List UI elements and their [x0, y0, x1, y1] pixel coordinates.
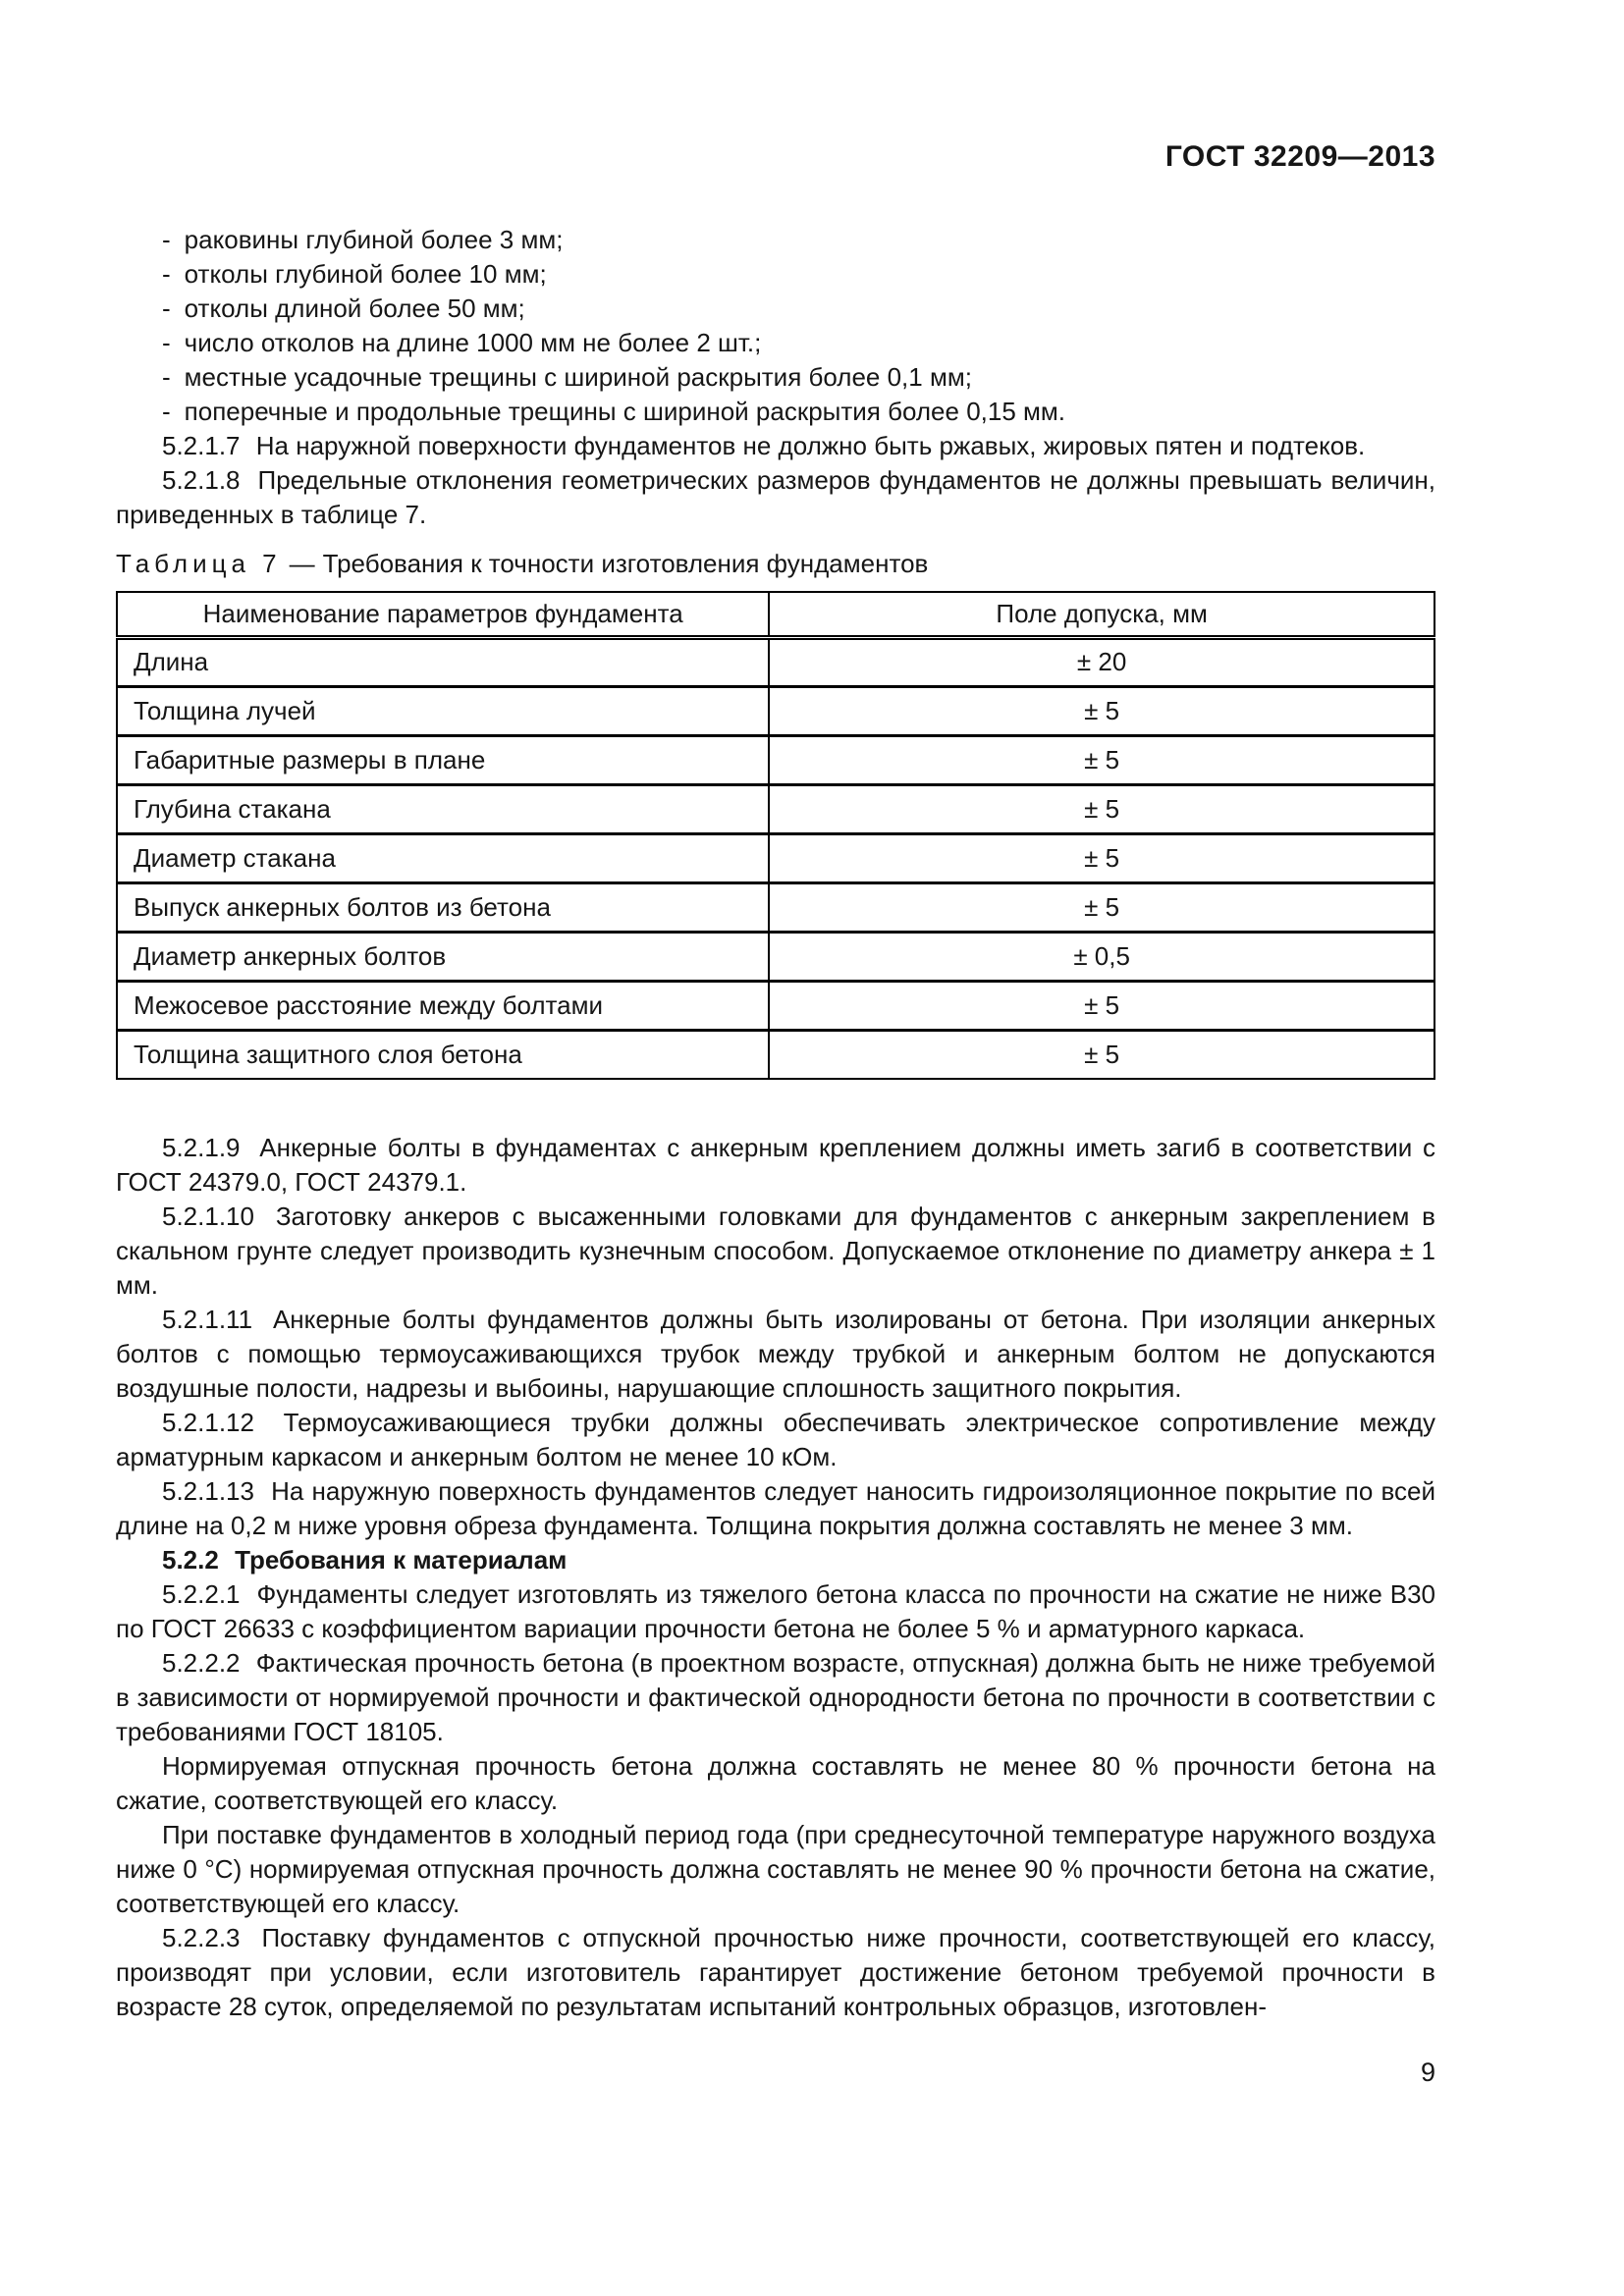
paragraph-5-2-2-1	[116, 1577, 1435, 1646]
clause-text: На наружной поверхности фундаментов не должно быть ржавых, жировых пятен и подтеков.	[255, 431, 1366, 460]
clause-number: 5.2.1.12	[162, 1408, 254, 1437]
value-cell: ± 20	[769, 637, 1435, 686]
clause-number: 5.2.1.7	[162, 431, 241, 460]
value-cell: ± 5	[769, 735, 1435, 784]
table-row	[117, 784, 1435, 833]
dash-marker: -	[162, 328, 171, 357]
section-heading-5-2-2	[116, 1543, 1435, 1577]
clause-number: 5.2.1.8	[162, 465, 241, 495]
param-cell: Толщина лучей	[117, 686, 769, 735]
dash-marker: -	[162, 294, 171, 323]
list-item	[116, 292, 1435, 326]
list-item	[116, 223, 1435, 257]
list-item	[116, 326, 1435, 360]
param-cell: Толщина защитного слоя бетона	[117, 1030, 769, 1079]
table-row	[117, 833, 1435, 882]
param-cell: Габаритные размеры в плане	[117, 735, 769, 784]
clause-number: 5.2.2.2	[162, 1648, 241, 1678]
table-caption-title: Требования к точности изготовления фундаментов	[322, 549, 929, 578]
param-cell: Длина	[134, 647, 209, 676]
param-cell: Выпуск анкерных болтов из бетона	[117, 882, 769, 932]
tolerance-table	[116, 591, 1435, 1080]
paragraph-5-2-2-3	[116, 1921, 1435, 2024]
table-row	[117, 637, 1435, 686]
table-row	[117, 981, 1435, 1030]
table-row	[117, 932, 1435, 981]
table-caption	[116, 547, 1435, 581]
paragraph-5-2-1-10	[116, 1200, 1435, 1303]
param-cell: Межосевое расстояние между болтами	[117, 981, 769, 1030]
paragraph-5-2-1-8	[116, 463, 1435, 532]
list-item	[116, 257, 1435, 292]
dash-marker: -	[162, 259, 171, 289]
clause-text: Фактическая прочность бетона (в проектном возрасте, отпускная) должна быть не ниже требуемой в зависимости от нормируемой прочности и фактической однородности бетона по прочности в соответствии с требованиями ГОСТ 18105.	[116, 1648, 1435, 1746]
table-row	[117, 1030, 1435, 1079]
paragraph-continuation	[116, 1749, 1435, 1818]
value-cell: ± 5	[769, 833, 1435, 882]
value-cell: ± 5	[769, 1030, 1435, 1079]
param-cell: Глубина стакана	[117, 784, 769, 833]
list-item-text: поперечные и продольные трещины с шириной раскрытия более 0,15 мм.	[184, 397, 1066, 426]
paragraph-5-2-1-9	[116, 1131, 1435, 1200]
value-cell: ± 5	[769, 882, 1435, 932]
column-header-param: Наименование параметров фундамента	[117, 592, 769, 637]
clause-text: Термоусаживающиеся трубки должны обеспечивать электрическое сопротивление между арматурным каркасом и анкерным болтом не менее 10 кОм.	[116, 1408, 1435, 1471]
dash-marker: -	[162, 362, 171, 392]
list-item-text: отколы глубиной более 10 мм;	[184, 259, 547, 289]
clause-text: Нормируемая отпускная прочность бетона должна составлять не менее 80 % прочности бетона на сжатие, соответствующей его классу.	[116, 1751, 1435, 1815]
clause-text: При поставке фундаментов в холодный период года (при среднесуточной температуре наружного воздуха ниже 0 °С) нормируемая отпускная прочность должна составлять не менее 90 % прочности бетона на сжатие, соответствующей его классу.	[116, 1820, 1435, 1918]
dash-marker: -	[162, 225, 171, 254]
paragraph-5-2-1-12	[116, 1406, 1435, 1474]
page-number: 9	[1420, 2057, 1435, 2087]
clause-number: 5.2.1.9	[162, 1133, 241, 1162]
clause-text: Предельные отклонения геометрических размеров фундаментов не должны превышать величин, приведенных в таблице 7.	[116, 465, 1435, 529]
clause-text: Заготовку анкеров с высаженными головками для фундаментов с анкерным закреплением в скальном грунте следует производить кузнечным способом. Допускаемое отклонение по диаметру анкера ± 1 мм.	[116, 1201, 1435, 1300]
clause-text: Фундаменты следует изготовлять из тяжелого бетона класса по прочности на сжатие не ниже В30 по ГОСТ 26633 с коэффициентом вариации прочности бетона не более 5 % и арматурного каркаса.	[116, 1579, 1435, 1643]
list-item-text: число отколов на длине 1000 мм не более 2 шт.;	[184, 328, 762, 357]
clause-number: 5.2.2.3	[162, 1923, 241, 1952]
value-cell: ± 5	[769, 981, 1435, 1030]
column-header-tolerance: Поле допуска, мм	[769, 592, 1435, 637]
clause-text: Поставку фундаментов с отпускной прочностью ниже прочности, соответствующей его классу, производят при условии, если изготовитель гарантирует достижение бетоном требуемой прочности в возрасте 28 суток, определяемой по результатам испытаний контрольных образцов, изготовлен-	[116, 1923, 1435, 2021]
value-cell: ± 5	[769, 686, 1435, 735]
clause-text: На наружную поверхность фундаментов следует наносить гидроизоляционное покрытие по всей длине на 0,2 м ниже уровня обреза фундамента. Толщина покрытия должна составлять не менее 3 мм.	[116, 1476, 1435, 1540]
table-caption-label: Таблица 7	[116, 549, 282, 578]
page-content	[116, 0, 1435, 2024]
clause-number: 5.2.1.11	[162, 1305, 253, 1334]
clause-text: Анкерные болты в фундаментах с анкерным креплением должны иметь загиб в соответствии с ГОСТ 24379.0, ГОСТ 24379.1.	[116, 1133, 1435, 1197]
clause-number: 5.2.2.1	[162, 1579, 241, 1609]
list-item	[116, 360, 1435, 395]
list-item-text: местные усадочные трещины с шириной раскрытия более 0,1 мм;	[184, 362, 972, 392]
clause-number: 5.2.1.13	[162, 1476, 254, 1506]
paragraph-5-2-1-7	[116, 429, 1435, 463]
clause-number: 5.2.2	[162, 1545, 219, 1575]
table-row	[117, 735, 1435, 784]
list-item	[116, 395, 1435, 429]
table-row	[117, 882, 1435, 932]
paragraph-continuation	[116, 1818, 1435, 1921]
doc-number: ГОСТ 32209—2013	[1164, 140, 1435, 173]
clause-number: 5.2.1.10	[162, 1201, 254, 1231]
table-header-row	[117, 592, 1435, 637]
param-cell: Диаметр анкерных болтов	[117, 932, 769, 981]
paragraph-5-2-1-13	[116, 1474, 1435, 1543]
clause-text: Анкерные болты фундаментов должны быть изолированы от бетона. При изоляции анкерных болтов с помощью термоусаживающихся трубок между трубкой и анкерным болтом не допускаются воздушные полости, надрезы и выбоины, нарушающие сплошность защитного покрытия.	[116, 1305, 1435, 1403]
table-row	[117, 686, 1435, 735]
list-item-text: раковины глубиной более 3 мм;	[184, 225, 564, 254]
list-item-text: отколы длиной более 50 мм;	[184, 294, 525, 323]
paragraph-5-2-2-2	[116, 1646, 1435, 1749]
table-caption-dash: —	[289, 549, 315, 578]
param-cell: Диаметр стакана	[117, 833, 769, 882]
paragraph-5-2-1-11	[116, 1303, 1435, 1406]
dash-marker: -	[162, 397, 171, 426]
defect-list	[116, 223, 1435, 429]
value-cell: ± 5	[769, 784, 1435, 833]
value-cell: ± 0,5	[769, 932, 1435, 981]
clause-text: Требования к материалам	[235, 1545, 568, 1575]
